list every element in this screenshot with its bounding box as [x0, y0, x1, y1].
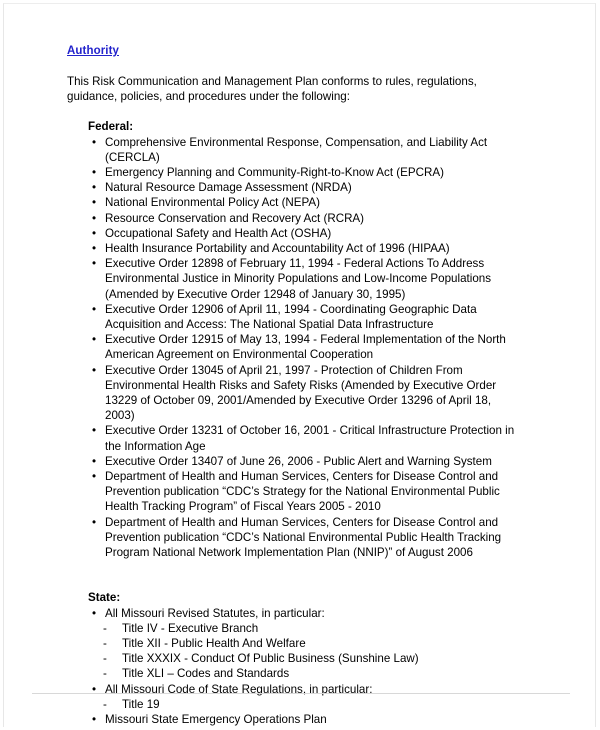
list-item — [67, 454, 517, 469]
section-state — [67, 590, 517, 727]
bullet-icon: • — [92, 181, 97, 195]
list-item — [67, 195, 517, 210]
state-list — [67, 606, 517, 621]
section-spacer — [67, 560, 517, 590]
sub-list-item — [67, 697, 517, 712]
sub-list-item-text: Title XII - Public Health And Welfare — [122, 636, 306, 650]
list-item-text: Department of Health and Human Services, Centers for Disease Control and Prevention publication “CDC’s Strategy for the National Environmental Public Health Tracking Program” of Fiscal Years 2005 - 2010 — [105, 470, 500, 514]
list-item-text: National Environmental Policy Act (NEPA) — [105, 196, 320, 210]
list-item-text: Natural Resource Damage Assessment (NRDA) — [105, 181, 352, 195]
list-item-text: All Missouri Revised Statutes, in particular: — [105, 606, 325, 620]
document-content — [67, 44, 517, 727]
list-item-text: All Missouri Code of State Regulations, in particular: — [105, 682, 373, 696]
list-item — [67, 682, 517, 697]
list-item-text: Health Insurance Portability and Accountability Act of 1996 (HIPAA) — [105, 242, 450, 256]
sub-list-item — [67, 651, 517, 666]
page-title-authority: Authority — [67, 45, 120, 57]
state-sublist-statutes — [67, 621, 517, 682]
bullet-icon: • — [92, 135, 97, 149]
list-item — [67, 606, 517, 621]
dash-icon: - — [103, 636, 107, 650]
list-item — [67, 515, 517, 561]
dash-icon: - — [103, 652, 107, 666]
sub-list-item-text: Title IV - Executive Branch — [122, 621, 259, 635]
section-label-federal: Federal: — [88, 120, 134, 134]
list-item — [67, 226, 517, 241]
list-item-text: Comprehensive Environmental Response, Compensation, and Liability Act (CERCLA) — [105, 135, 488, 164]
list-item-text: Executive Order 12915 of May 13, 1994 - Federal Implementation of the North American Agreement on Environmental Cooperation — [105, 333, 506, 362]
list-item-text: Occupational Safety and Health Act (OSHA) — [105, 226, 332, 240]
bullet-icon: • — [92, 606, 97, 620]
bullet-icon: • — [92, 226, 97, 240]
list-item — [67, 332, 517, 362]
sub-list-item — [67, 666, 517, 681]
bullet-icon: • — [92, 302, 97, 316]
bullet-icon: • — [92, 257, 97, 271]
bullet-icon: • — [92, 682, 97, 696]
bullet-icon: • — [92, 333, 97, 347]
intro-paragraph: This Risk Communication and Management Plan conforms to rules, regulations, guidance, policies, and procedures under the following: — [67, 75, 477, 104]
bullet-icon: • — [92, 454, 97, 468]
bullet-icon: • — [92, 242, 97, 256]
list-item — [67, 211, 517, 226]
bullet-icon: • — [92, 470, 97, 484]
list-item — [67, 135, 517, 165]
state-sublist-regulations — [67, 697, 517, 712]
list-item — [67, 165, 517, 180]
list-item-text: Emergency Planning and Community-Right-to-Know Act (EPCRA) — [105, 166, 444, 180]
list-item — [67, 256, 517, 302]
sub-list-item-text: Title XLI – Codes and Standards — [122, 667, 290, 681]
list-item — [67, 423, 517, 453]
dash-icon: - — [103, 667, 107, 681]
list-item-text: Executive Order 12906 of April 11, 1994 - Coordinating Geographic Data Acquisition and Access: The National Spatial Data Infrastructure — [105, 302, 477, 332]
list-item-text: Department of Health and Human Services, Centers for Disease Control and Prevention publication “CDC’s National Environmental Public Health Tracking Program National Network Implementation Plan (NNIP)” of August 2006 — [105, 515, 502, 560]
list-item — [67, 241, 517, 256]
bullet-icon: • — [92, 424, 97, 438]
list-item — [67, 180, 517, 195]
state-list-eop — [67, 712, 517, 727]
list-item — [67, 302, 517, 332]
list-item-text: Executive Order 13045 of April 21, 1997 - Protection of Children From Environmental Health Risks and Safety Risks (Amended by Executive Order 13229 of October 09, 2001/Amended by Executive Order 13296 of April 18, 2003) — [105, 363, 497, 423]
section-label-state: State: — [88, 591, 121, 605]
bullet-icon: • — [92, 211, 97, 225]
sub-list-item-text: Title XXXIX - Conduct Of Public Business (Sunshine Law) — [122, 652, 419, 666]
dash-icon: - — [103, 621, 107, 635]
footer-divider — [32, 693, 570, 694]
list-item-text: Missouri State Emergency Operations Plan — [105, 712, 327, 726]
bullet-icon: • — [92, 363, 97, 377]
list-item-text: Resource Conservation and Recovery Act (RCRA) — [105, 211, 365, 225]
sub-list-item — [67, 636, 517, 651]
list-item-text: Executive Order 12898 of February 11, 1994 - Federal Actions To Address Environmental Justice in Minority Populations and Low-Income Populations (Amended by Executive Order 12948 of January 30, 1995) — [105, 257, 492, 301]
bullet-icon: • — [92, 166, 97, 180]
sub-list-item — [67, 621, 517, 636]
state-list-regulations — [67, 682, 517, 697]
list-item-text: Executive Order 13231 of October 16, 2001 - Critical Infrastructure Protection in the Information Age — [105, 424, 515, 453]
list-item — [67, 363, 517, 424]
bullet-icon: • — [92, 712, 97, 726]
list-item-text: Executive Order 13407 of June 26, 2006 - Public Alert and Warning System — [105, 454, 492, 468]
list-item — [67, 469, 517, 515]
dash-icon: - — [103, 697, 107, 711]
bullet-icon: • — [92, 515, 97, 529]
list-item — [67, 712, 517, 727]
bullet-icon: • — [92, 196, 97, 210]
sub-list-item-text: Title 19 — [122, 697, 160, 711]
section-federal — [67, 119, 517, 560]
federal-list — [67, 135, 517, 561]
